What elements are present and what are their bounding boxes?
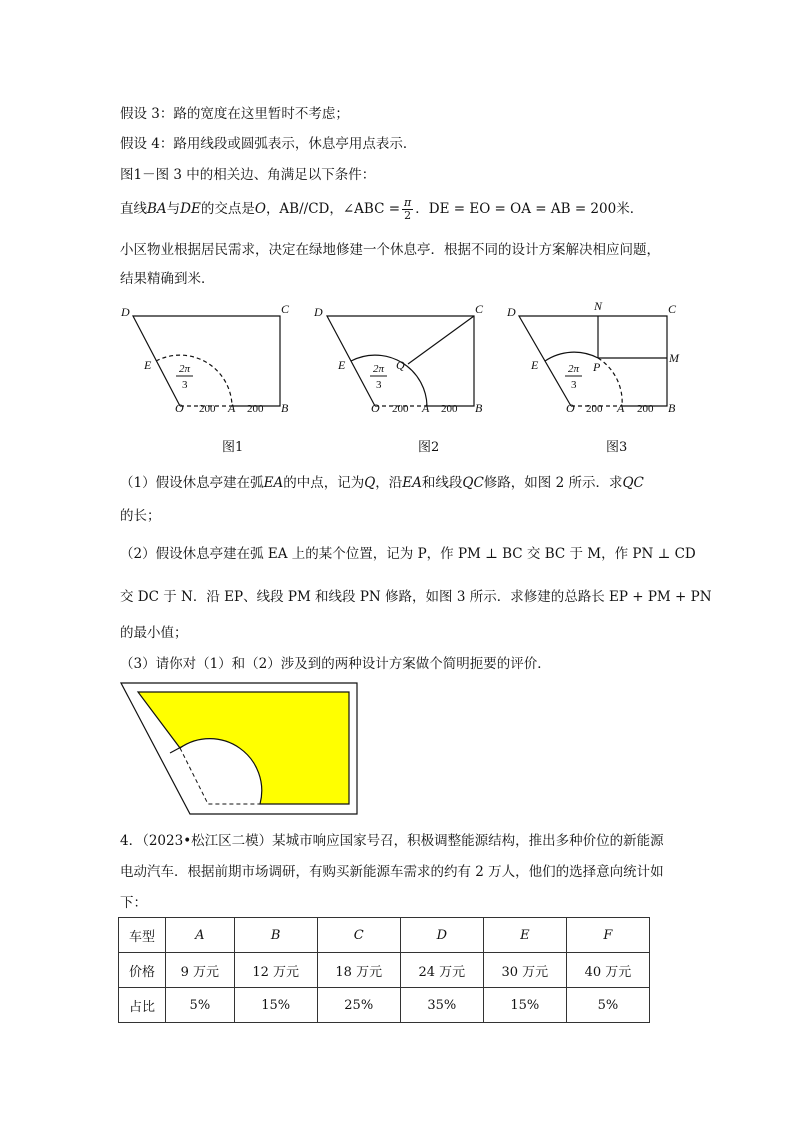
- fig1-label-a: A: [228, 401, 236, 415]
- segment-qc: QC: [622, 475, 644, 491]
- fig2-len-ab: 200: [441, 403, 458, 415]
- fig3-label-p: P: [593, 360, 601, 374]
- fig3-angle-den: 3: [571, 379, 577, 391]
- fig2-arc: [351, 355, 427, 406]
- text: ．DE = EO = OA = AB = 200: [415, 201, 617, 217]
- fig3-label-o: O: [566, 401, 575, 415]
- table-cell: 15%: [234, 988, 317, 1023]
- fig2-label-a: A: [422, 401, 430, 415]
- table-cell: A: [166, 918, 235, 953]
- fig3-label-b: B: [668, 401, 676, 415]
- fig1-label-b: B: [281, 401, 289, 415]
- text: 修路，如图 2 所示．求: [483, 475, 623, 491]
- fig2-qc: [408, 316, 474, 364]
- text: 与: [166, 201, 181, 217]
- fig2-label-c: C: [475, 302, 484, 316]
- table-cell: C: [317, 918, 400, 953]
- price-table: [118, 917, 650, 1023]
- fig1-arc: [156, 355, 232, 406]
- table-row-header: [119, 918, 650, 953]
- fig3-label-c: C: [668, 302, 677, 316]
- arc-ea: EA: [263, 475, 284, 491]
- table-cell: 30 万元: [483, 953, 566, 988]
- fig2-label-d: D: [314, 305, 323, 319]
- table-cell: 25%: [317, 988, 400, 1023]
- question-2-line-3: 的最小值；: [120, 625, 188, 641]
- table-cell: 12 万元: [234, 953, 317, 988]
- text: 的交点是: [200, 201, 255, 217]
- table-cell: 价格: [119, 953, 166, 988]
- fig2-angle-den: 3: [376, 379, 382, 391]
- text: 直线: [120, 201, 147, 217]
- conditions-line: [120, 197, 643, 222]
- table-cell: 9 万元: [166, 953, 235, 988]
- fig3-angle-num: 2π: [568, 363, 580, 375]
- table-cell: 5%: [566, 988, 649, 1023]
- fraction-pi-2: [402, 197, 413, 222]
- table-cell: 车型: [119, 918, 166, 953]
- table-cell: 15%: [483, 988, 566, 1023]
- fig1-len-oa: 200: [199, 403, 216, 415]
- fig3-label-d: D: [507, 305, 516, 319]
- fig2-label-e: E: [338, 358, 346, 372]
- fig3-arc-dashed: [598, 358, 622, 406]
- fig3-label-n: N: [594, 299, 603, 313]
- question-2-line-1: （2）假设休息亭建在弧 EA 上的某个位置，记为 P，作 PM ⊥ BC 交 BC 于 M，作 PN ⊥ CD: [120, 546, 696, 562]
- problem-4-line-1: 4．（2023•松江区二模）某城市响应国家号召，积极调整能源结构，推出多种价位的新能源: [120, 833, 664, 849]
- table-cell: 24 万元: [400, 953, 483, 988]
- text: ，AB//CD，∠ABC =: [265, 201, 401, 217]
- segment-qc: QC: [462, 475, 484, 491]
- table-cell: F: [566, 918, 649, 953]
- text: 米．: [616, 201, 644, 217]
- fig2-angle-num: 2π: [373, 363, 385, 375]
- frac-num: π: [404, 196, 412, 209]
- figure-1: [133, 316, 280, 406]
- fig1-len-ab: 200: [247, 403, 264, 415]
- text: （1）假设休息亭建在弧: [120, 475, 264, 491]
- frac-den: 2: [404, 209, 412, 222]
- table-cell: 40 万元: [566, 953, 649, 988]
- problem-line-5: 小区物业根据居民需求，决定在绿地修建一个休息亭．根据不同的设计方案解决相应问题，: [120, 242, 660, 258]
- fig3-len-ab: 200: [637, 403, 654, 415]
- fig1-angle-den: 3: [182, 379, 188, 391]
- text-ba: BA: [147, 201, 167, 217]
- caption-fig3: 图3: [606, 440, 628, 455]
- question-1-line-1: [120, 473, 644, 493]
- figures: [0, 298, 794, 428]
- caption-fig1: 图1: [222, 440, 244, 455]
- question-3: （3）请你对（1）和（2）涉及到的两种设计方案做个简明扼要的评价．: [120, 656, 551, 672]
- text: 和线段: [421, 475, 463, 491]
- fig3-arc-solid: [545, 352, 598, 361]
- fig1-label-e: E: [144, 358, 152, 372]
- fig2-len-oa: 200: [392, 403, 409, 415]
- table-row-ratio: [119, 988, 650, 1023]
- fig2-label-q: Q: [396, 358, 405, 372]
- problem-4-line-2: 电动汽车．根据前期市场调研，有购买新能源车需求的约有 2 万人，他们的选择意向统计如: [120, 864, 664, 880]
- fig3-label-e: E: [531, 358, 539, 372]
- problem-line-6: 结果精确到米．: [120, 271, 215, 287]
- text-de: DE: [180, 201, 201, 217]
- table-row-price: [119, 953, 650, 988]
- text: ，沿: [375, 475, 403, 491]
- assumption-3: 假设 3：路的宽度在这里暂时不考虑；: [120, 106, 349, 122]
- fig3-len-oa: 200: [586, 403, 603, 415]
- fig1-label-c: C: [281, 302, 290, 316]
- fig3-label-m: M: [669, 351, 679, 365]
- fig1-angle-num: 2π: [179, 363, 191, 375]
- table-cell: E: [483, 918, 566, 953]
- text-o: O: [254, 201, 266, 217]
- fig1-label-o: O: [175, 401, 184, 415]
- conditions-intro: 图1－图 3 中的相关边、角满足以下条件：: [120, 167, 376, 183]
- table-cell: 占比: [119, 988, 166, 1023]
- fig2-label-b: B: [475, 401, 483, 415]
- text: 的中点，记为: [283, 475, 365, 491]
- question-1-line-2: 的长；: [120, 508, 161, 524]
- fig1-outline: [133, 316, 280, 406]
- table-cell: B: [234, 918, 317, 953]
- table-cell: 35%: [400, 988, 483, 1023]
- problem-4-line-3: 下：: [120, 895, 147, 911]
- table-cell: 5%: [166, 988, 235, 1023]
- fig2-label-o: O: [371, 401, 380, 415]
- table-cell: D: [400, 918, 483, 953]
- question-2-line-2: 交 DC 于 N．沿 EP、线段 PM 和线段 PN 修路，如图 3 所示．求修建的总路长 EP + PM + PN: [120, 589, 712, 605]
- solution-figure: [0, 676, 794, 816]
- point-q: Q: [364, 475, 376, 491]
- fig1-label-d: D: [121, 305, 130, 319]
- assumption-4: 假设 4：路用线段或圆弧表示，休息亭用点表示．: [120, 136, 417, 152]
- caption-fig2: 图2: [418, 440, 440, 455]
- arc-ea: EA: [402, 475, 422, 491]
- fig3-label-a: A: [617, 401, 625, 415]
- table-cell: 18 万元: [317, 953, 400, 988]
